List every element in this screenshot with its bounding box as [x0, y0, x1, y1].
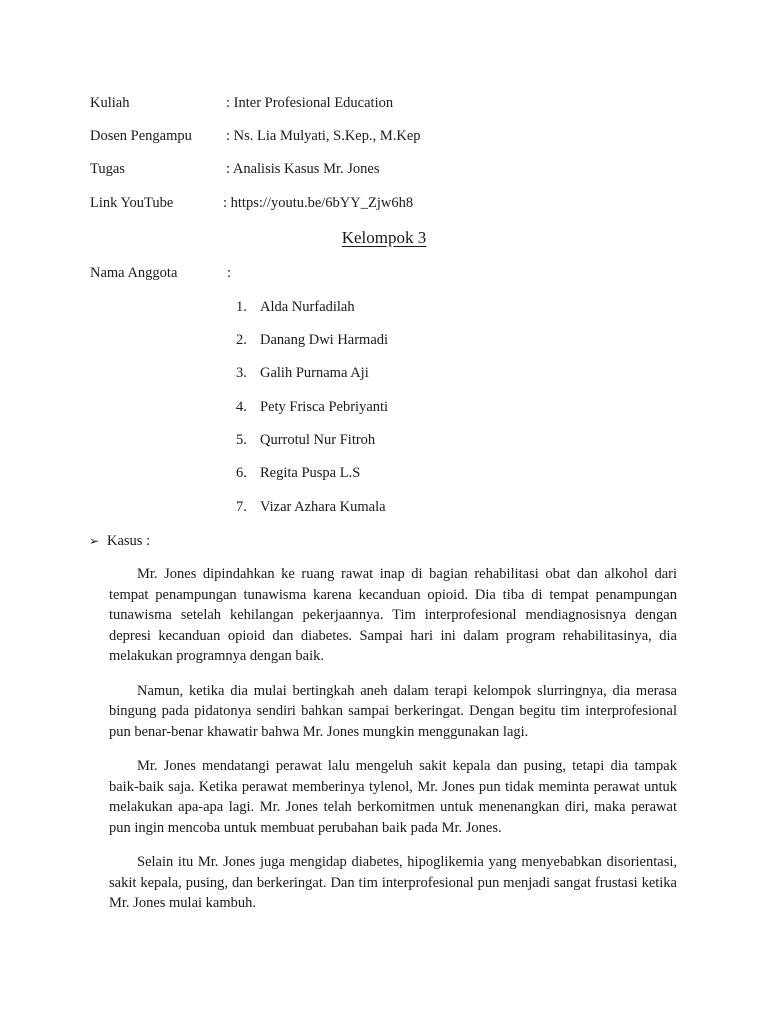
member-number: 2.	[236, 332, 247, 348]
member-item	[236, 331, 388, 349]
case-paragraph: Namun, ketika dia mulai bertingkah aneh dalam terapi kelompok slurringnya, dia merasa bingung pada pidatonya sendiri bahkan sampai berkeringat. Dengan begitu tim interprofesional pun benar-benar khawatir bahwa Mr. Jones mungkin menggunakan lagi.	[109, 682, 677, 740]
member-item	[236, 364, 369, 382]
kasus-label: Kasus :	[107, 533, 151, 549]
member-number: 5.	[236, 432, 247, 448]
member-name: Galih Purnama Aji	[260, 365, 369, 381]
member-number: 4.	[236, 399, 247, 415]
members-colon: :	[227, 265, 232, 281]
info-value: : Analisis Kasus Mr. Jones	[226, 161, 380, 177]
case-body	[109, 564, 677, 928]
case-paragraph: Mr. Jones mendatangi perawat lalu mengeluh sakit kepala dan pusing, tetapi dia tampak baik-baik saja. Ketika perawat memberinya tylenol, Mr. Jones pun tidak meminta perawat untuk melakukan apa-apa lagi. Mr. Jones telah berkomitmen untuk menenangkan diri, maka perawat pun ingin mencoba untuk membuat perubahan baik pada Mr. Jones.	[109, 758, 677, 836]
member-name: Vizar Azhara Kumala	[260, 499, 386, 515]
member-number: 1.	[236, 299, 247, 315]
member-number: 6.	[236, 465, 247, 481]
member-item	[236, 398, 388, 416]
member-item	[236, 464, 360, 482]
member-name: Regita Puspa L.S	[260, 465, 361, 481]
member-name: Alda Nurfadilah	[260, 299, 355, 315]
info-label: Dosen Pengampu	[90, 128, 192, 144]
info-value: : Inter Profesional Education	[226, 95, 394, 111]
members-label: Nama Anggota	[90, 265, 178, 281]
info-label: Kuliah	[90, 95, 130, 111]
member-name: Pety Frisca Pebriyanti	[260, 399, 389, 415]
case-paragraph: Mr. Jones dipindahkan ke ruang rawat inap di bagian rehabilitasi obat dan alkohol dari tempat penampungan tunawisma karena kecanduan opioid. Dia tiba di tempat penampungan tunawisma setelah kehilangan pekerjaannya. Tim interprofesional mendiagnosisnya dengan depresi kecanduan opioid dan diabetes. Sampai hari ini dalam program rehabilitasinya, dia melakukan programnya dengan baik.	[109, 566, 677, 664]
member-name: Danang Dwi Harmadi	[260, 332, 389, 348]
group-title: Kelompok 3	[341, 228, 427, 247]
arrow-bullet-icon: ➢	[89, 534, 100, 548]
member-number: 3.	[236, 365, 247, 381]
case-paragraph: Selain itu Mr. Jones juga mengidap diabetes, hipoglikemia yang menyebabkan disorientasi, sakit kepala, pusing, dan berkeringat. Dan tim interprofesional pun menjadi sangat frustasi ketika Mr. Jones mulai kambuh.	[109, 854, 677, 911]
member-name: Qurrotul Nur Fitroh	[260, 432, 376, 448]
member-item	[236, 498, 386, 516]
member-item	[236, 298, 355, 316]
kasus-heading	[89, 532, 150, 550]
info-label: Link YouTube	[90, 195, 174, 211]
member-item	[236, 431, 375, 449]
member-number: 7.	[236, 499, 247, 515]
info-label: Tugas	[90, 161, 125, 177]
info-value: : https://youtu.be/6bYY_Zjw6h8	[223, 195, 414, 211]
info-value: : Ns. Lia Mulyati, S.Kep., M.Kep	[226, 128, 421, 144]
